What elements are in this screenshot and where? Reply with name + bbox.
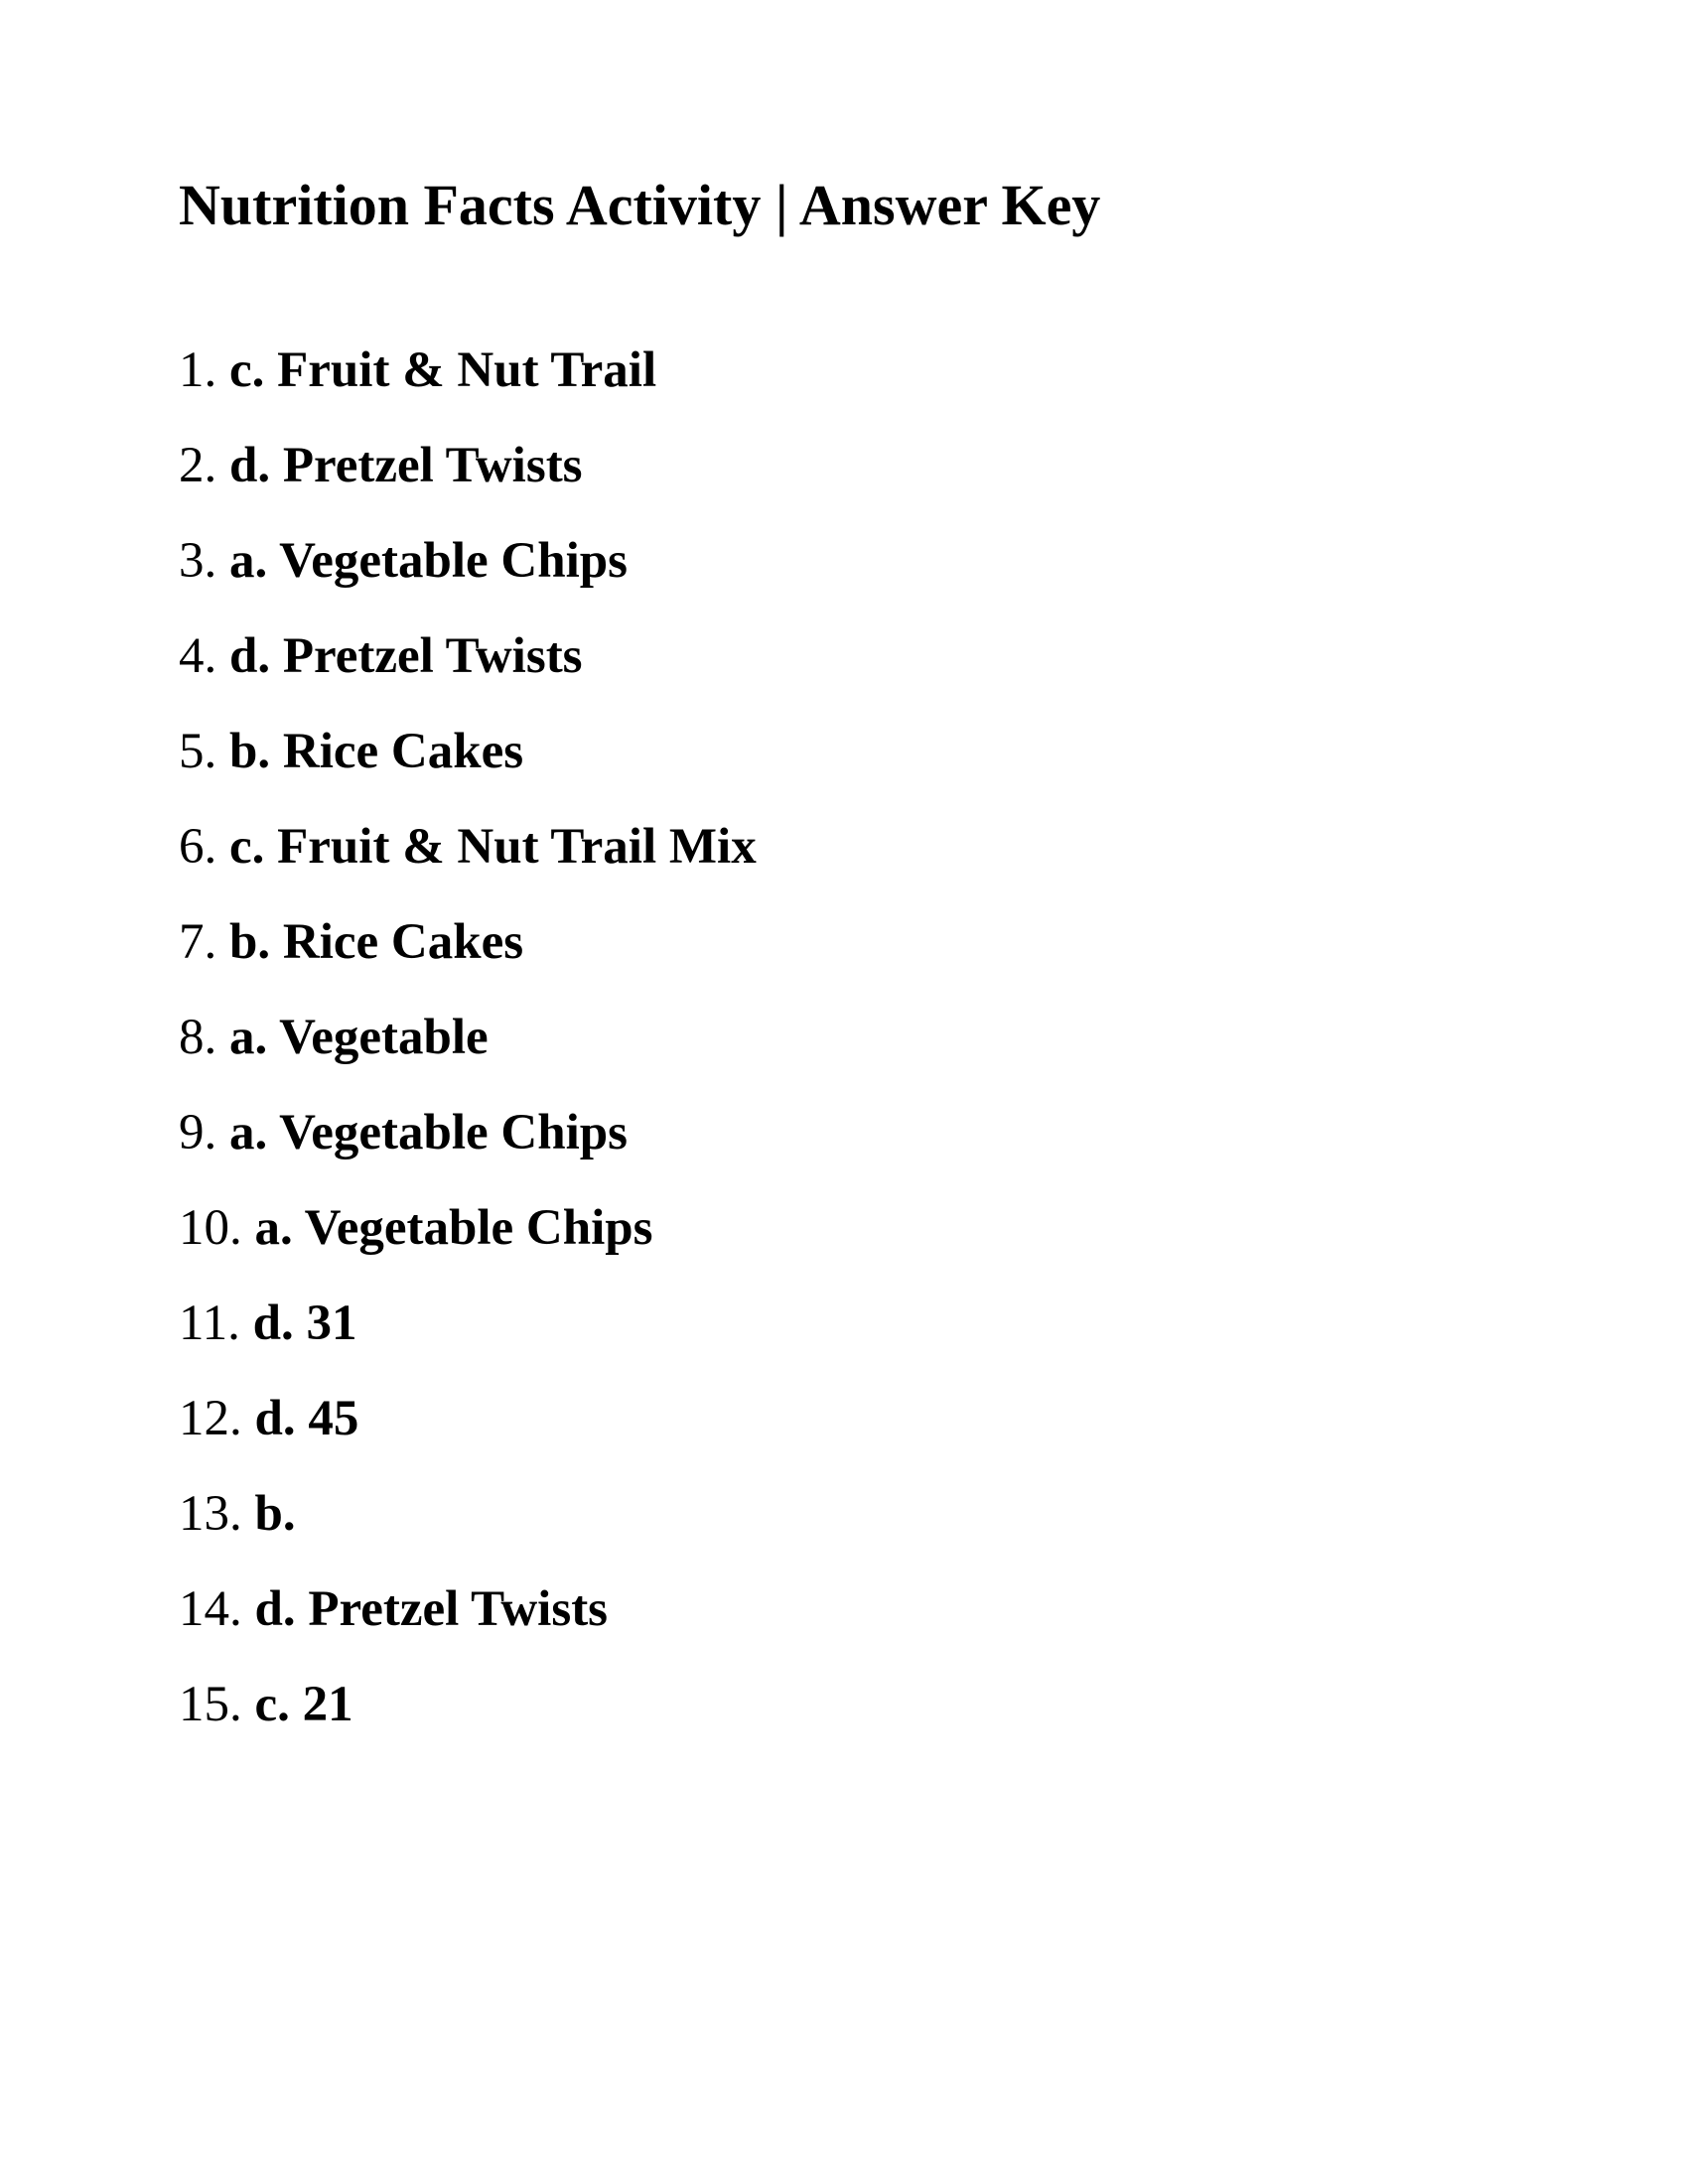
answer-text: c. Fruit & Nut Trail [229, 342, 657, 398]
answer-item [179, 1298, 757, 1394]
answer-number: 1. [179, 342, 217, 398]
answer-item [179, 1581, 757, 1680]
answer-text: a. Vegetable Chips [254, 1200, 653, 1256]
answer-item [179, 1486, 757, 1584]
answer-number: 9. [179, 1105, 217, 1160]
answer-text: d. Pretzel Twists [229, 438, 583, 493]
answer-item [179, 533, 757, 631]
answer-text: d. Pretzel Twists [254, 1581, 609, 1637]
answer-item [179, 1105, 757, 1203]
answer-item [179, 1010, 757, 1108]
answer-item [179, 819, 757, 917]
answer-number: 12. [179, 1391, 242, 1446]
answer-number: 4. [179, 628, 217, 684]
answer-number: 5. [179, 724, 217, 779]
answer-number: 10. [179, 1200, 242, 1256]
answer-text: b. [254, 1486, 296, 1542]
answer-text: a. Vegetable [229, 1010, 489, 1065]
answer-number: 7. [179, 914, 217, 970]
answer-number: 15. [179, 1677, 242, 1732]
answer-text: b. Rice Cakes [229, 724, 524, 779]
answer-item [179, 724, 757, 822]
answer-text: d. 31 [252, 1296, 357, 1351]
answer-number: 11. [179, 1296, 240, 1351]
answer-text: c. 21 [254, 1677, 353, 1732]
answer-item [179, 1200, 757, 1298]
answer-number: 3. [179, 533, 217, 589]
answer-item [179, 1677, 757, 1775]
answer-text: a. Vegetable Chips [229, 533, 628, 589]
answer-item [179, 1391, 757, 1489]
answer-text: b. Rice Cakes [229, 914, 524, 970]
answer-item [179, 628, 757, 727]
answer-number: 8. [179, 1010, 217, 1065]
page-title: Nutrition Facts Activity | Answer Key [179, 173, 1101, 237]
answer-text: d. Pretzel Twists [229, 628, 583, 684]
answer-item [179, 438, 757, 536]
answer-number: 6. [179, 819, 217, 875]
answer-number: 2. [179, 438, 217, 493]
answer-text: d. 45 [254, 1391, 359, 1446]
answer-number: 14. [179, 1581, 242, 1637]
answer-list [179, 342, 757, 1775]
answer-text: a. Vegetable Chips [229, 1105, 628, 1160]
answer-text: c. Fruit & Nut Trail Mix [229, 819, 757, 875]
answer-item [179, 342, 757, 441]
answer-number: 13. [179, 1486, 242, 1542]
answer-item [179, 914, 757, 1013]
